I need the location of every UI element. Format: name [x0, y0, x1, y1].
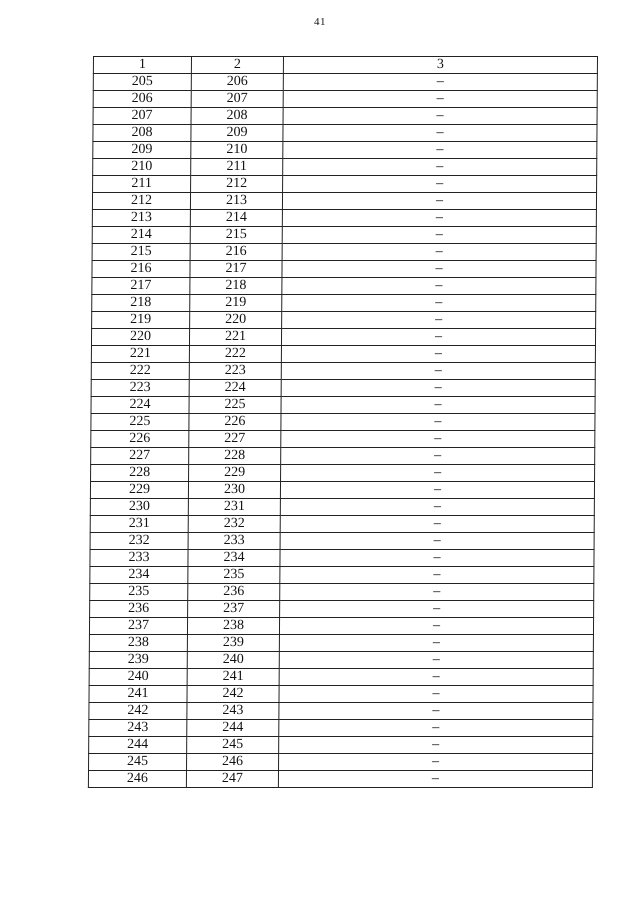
- table-row: [89, 754, 593, 771]
- table-cell-col-1: 211: [93, 176, 191, 193]
- table-cell-col-3: –: [281, 329, 595, 346]
- table-cell-col-3: –: [283, 108, 597, 125]
- table-row: [90, 567, 594, 584]
- table-row: [93, 142, 597, 159]
- table-cell-col-1: 217: [92, 278, 190, 295]
- table-cell-col-3: –: [281, 397, 595, 414]
- table-cell-col-3: –: [281, 448, 595, 465]
- table-cell-col-3: –: [281, 363, 595, 380]
- table-cell-col-1: 238: [89, 635, 187, 652]
- table-cell-col-3: –: [283, 74, 597, 91]
- table-cell-col-2: 238: [187, 618, 279, 635]
- table-cell-col-3: –: [279, 686, 593, 703]
- table-row: [93, 125, 597, 142]
- table-cell-col-3: –: [282, 312, 596, 329]
- table-cell-col-2: 237: [188, 601, 280, 618]
- table-cell-col-2: 241: [187, 669, 279, 686]
- table-row: [91, 465, 595, 482]
- table-cell-col-2: 206: [191, 74, 283, 91]
- table-row: [91, 329, 595, 346]
- table-cell-col-2: 227: [189, 431, 281, 448]
- table-cell-col-2: 219: [190, 295, 282, 312]
- table-row: [92, 261, 596, 278]
- table-row: [89, 618, 593, 635]
- table-row: [92, 210, 596, 227]
- table-cell-col-3: –: [279, 720, 593, 737]
- table-row: [92, 278, 596, 295]
- table-cell-col-1: 215: [92, 244, 190, 261]
- table-cell-col-1: 208: [93, 125, 191, 142]
- table-row: [90, 584, 594, 601]
- table-cell-col-3: –: [279, 652, 593, 669]
- table-cell-col-1: 234: [90, 567, 188, 584]
- table-cell-col-2: 214: [190, 210, 282, 227]
- table-cell-col-1: 218: [92, 295, 190, 312]
- table-row: [90, 601, 594, 618]
- table-cell-col-1: 227: [91, 448, 189, 465]
- table-row: [89, 737, 593, 754]
- table-cell-col-1: 241: [89, 686, 187, 703]
- table-cell-col-1: 244: [89, 737, 187, 754]
- table-header: [93, 57, 597, 74]
- table-cell-col-3: –: [281, 414, 595, 431]
- table-row: [92, 227, 596, 244]
- table-row: [93, 108, 597, 125]
- table-cell-col-3: –: [281, 465, 595, 482]
- table-row: [91, 380, 595, 397]
- table-row: [90, 516, 594, 533]
- table-cell-col-1: 226: [91, 431, 189, 448]
- table-cell-col-2: 221: [189, 329, 281, 346]
- table-cell-col-1: 205: [93, 74, 191, 91]
- table-row: [91, 431, 595, 448]
- table-row: [90, 482, 594, 499]
- table-cell-col-3: –: [283, 142, 597, 159]
- table-cell-col-1: 235: [90, 584, 188, 601]
- table-cell-col-3: –: [281, 431, 595, 448]
- table-cell-col-2: 225: [189, 397, 281, 414]
- table-cell-col-2: 239: [187, 635, 279, 652]
- table-cell-col-2: 218: [190, 278, 282, 295]
- table-cell-col-1: 230: [90, 499, 188, 516]
- table-cell-col-1: 245: [89, 754, 187, 771]
- table-cell-col-2: 229: [189, 465, 281, 482]
- table-cell-col-3: –: [282, 261, 596, 278]
- table-cell-col-3: –: [280, 584, 594, 601]
- table-cell-col-1: 212: [92, 193, 190, 210]
- table-cell-col-3: –: [282, 193, 596, 210]
- table-cell-col-2: 233: [188, 533, 280, 550]
- table-row: [89, 703, 593, 720]
- table-row: [91, 414, 595, 431]
- table-cell-col-3: –: [280, 567, 594, 584]
- table-cell-col-1: 220: [91, 329, 189, 346]
- header-row: [93, 57, 597, 74]
- table-cell-col-2: 232: [188, 516, 280, 533]
- table-cell-col-2: 209: [191, 125, 283, 142]
- table-cell-col-2: 245: [187, 737, 279, 754]
- table-cell-col-3: –: [280, 550, 594, 567]
- table-cell-col-3: –: [280, 601, 594, 618]
- table-cell-col-2: 207: [191, 91, 283, 108]
- table-cell-col-1: 221: [91, 346, 189, 363]
- table-cell-col-2: 228: [189, 448, 281, 465]
- table-row: [92, 312, 596, 329]
- table-cell-col-2: 234: [188, 550, 280, 567]
- table-cell-col-2: 244: [187, 720, 279, 737]
- table-row: [92, 193, 596, 210]
- table-row: [93, 91, 597, 108]
- table-cell-col-2: 217: [190, 261, 282, 278]
- table-cell-col-1: 213: [92, 210, 190, 227]
- table-cell-col-1: 240: [89, 669, 187, 686]
- table-cell-col-3: –: [282, 278, 596, 295]
- table-cell-col-3: –: [281, 380, 595, 397]
- table-row: [92, 244, 596, 261]
- data-table: [88, 56, 598, 788]
- table-cell-col-2: 231: [188, 499, 280, 516]
- table-row: [91, 346, 595, 363]
- table-cell-col-1: 232: [90, 533, 188, 550]
- table-cell-col-1: 243: [89, 720, 187, 737]
- table-cell-col-2: 210: [191, 142, 283, 159]
- table-cell-col-2: 211: [191, 159, 283, 176]
- table-cell-col-3: –: [283, 91, 597, 108]
- table-cell-col-2: 247: [186, 771, 278, 788]
- table-cell-col-3: –: [278, 771, 592, 788]
- table-cell-col-1: 210: [93, 159, 191, 176]
- table-cell-col-1: 214: [92, 227, 190, 244]
- table-cell-col-2: 226: [189, 414, 281, 431]
- table-cell-col-3: –: [279, 618, 593, 635]
- table-row: [91, 363, 595, 380]
- table-cell-col-1: 225: [91, 414, 189, 431]
- table-row: [91, 397, 595, 414]
- table-cell-col-1: 236: [90, 601, 188, 618]
- table-row: [90, 550, 594, 567]
- table-cell-col-2: 212: [191, 176, 283, 193]
- table-cell-col-3: –: [282, 295, 596, 312]
- table-cell-col-1: 207: [93, 108, 191, 125]
- table-cell-col-3: –: [283, 159, 597, 176]
- table-cell-col-2: 213: [190, 193, 282, 210]
- table-row: [90, 533, 594, 550]
- table-cell-col-3: –: [279, 754, 593, 771]
- table-cell-col-3: –: [280, 499, 594, 516]
- table-cell-col-1: 209: [93, 142, 191, 159]
- table-cell-col-2: 240: [187, 652, 279, 669]
- table-cell-col-3: –: [280, 533, 594, 550]
- table-cell-col-2: 246: [187, 754, 279, 771]
- table-cell-col-1: 233: [90, 550, 188, 567]
- table-cell-col-2: 236: [188, 584, 280, 601]
- table-row: [93, 176, 597, 193]
- table-cell-col-2: 243: [187, 703, 279, 720]
- table-cell-col-1: 229: [90, 482, 188, 499]
- table-row: [93, 159, 597, 176]
- table-cell-col-1: 237: [89, 618, 187, 635]
- page-number: 41: [314, 16, 326, 28]
- table-cell-col-2: 223: [189, 363, 281, 380]
- table-cell-col-1: 206: [93, 91, 191, 108]
- table-cell-col-1: 223: [91, 380, 189, 397]
- table-cell-col-3: –: [279, 737, 593, 754]
- table-cell-col-3: –: [279, 703, 593, 720]
- table-body: [88, 74, 597, 788]
- table-cell-col-2: 230: [188, 482, 280, 499]
- table-row: [89, 652, 593, 669]
- table-cell-col-3: –: [280, 516, 594, 533]
- table-cell-col-3: –: [283, 176, 597, 193]
- table-cell-col-1: 216: [92, 261, 190, 278]
- table-cell-col-3: –: [279, 669, 593, 686]
- table-cell-col-3: –: [279, 635, 593, 652]
- table-cell-col-2: 208: [191, 108, 283, 125]
- table-row: [90, 499, 594, 516]
- table-row: [89, 720, 593, 737]
- table-row: [89, 686, 593, 703]
- table-cell-col-3: –: [280, 482, 594, 499]
- table-cell-col-2: 242: [187, 686, 279, 703]
- column-header-3: 3: [283, 57, 597, 74]
- table-row: [93, 74, 597, 91]
- table-cell-col-3: –: [282, 210, 596, 227]
- table-cell-col-2: 224: [189, 380, 281, 397]
- table-cell-col-2: 215: [190, 227, 282, 244]
- table-cell-col-1: 219: [92, 312, 190, 329]
- table-cell-col-3: –: [281, 346, 595, 363]
- table-row: [92, 295, 596, 312]
- table-row: [91, 448, 595, 465]
- table-cell-col-2: 235: [188, 567, 280, 584]
- table-cell-col-1: 224: [91, 397, 189, 414]
- table-row: [88, 771, 592, 788]
- table-cell-col-1: 222: [91, 363, 189, 380]
- table-cell-col-1: 228: [91, 465, 189, 482]
- column-header-1: 1: [93, 57, 191, 74]
- table-row: [89, 635, 593, 652]
- table-cell-col-2: 222: [189, 346, 281, 363]
- table-cell-col-3: –: [283, 125, 597, 142]
- table-row: [89, 669, 593, 686]
- table-cell-col-2: 216: [190, 244, 282, 261]
- column-header-2: 2: [191, 57, 283, 74]
- table-cell-col-2: 220: [190, 312, 282, 329]
- table-cell-col-1: 242: [89, 703, 187, 720]
- table-cell-col-3: –: [282, 244, 596, 261]
- table-cell-col-1: 239: [89, 652, 187, 669]
- table-cell-col-1: 246: [88, 771, 186, 788]
- table-cell-col-3: –: [282, 227, 596, 244]
- table-cell-col-1: 231: [90, 516, 188, 533]
